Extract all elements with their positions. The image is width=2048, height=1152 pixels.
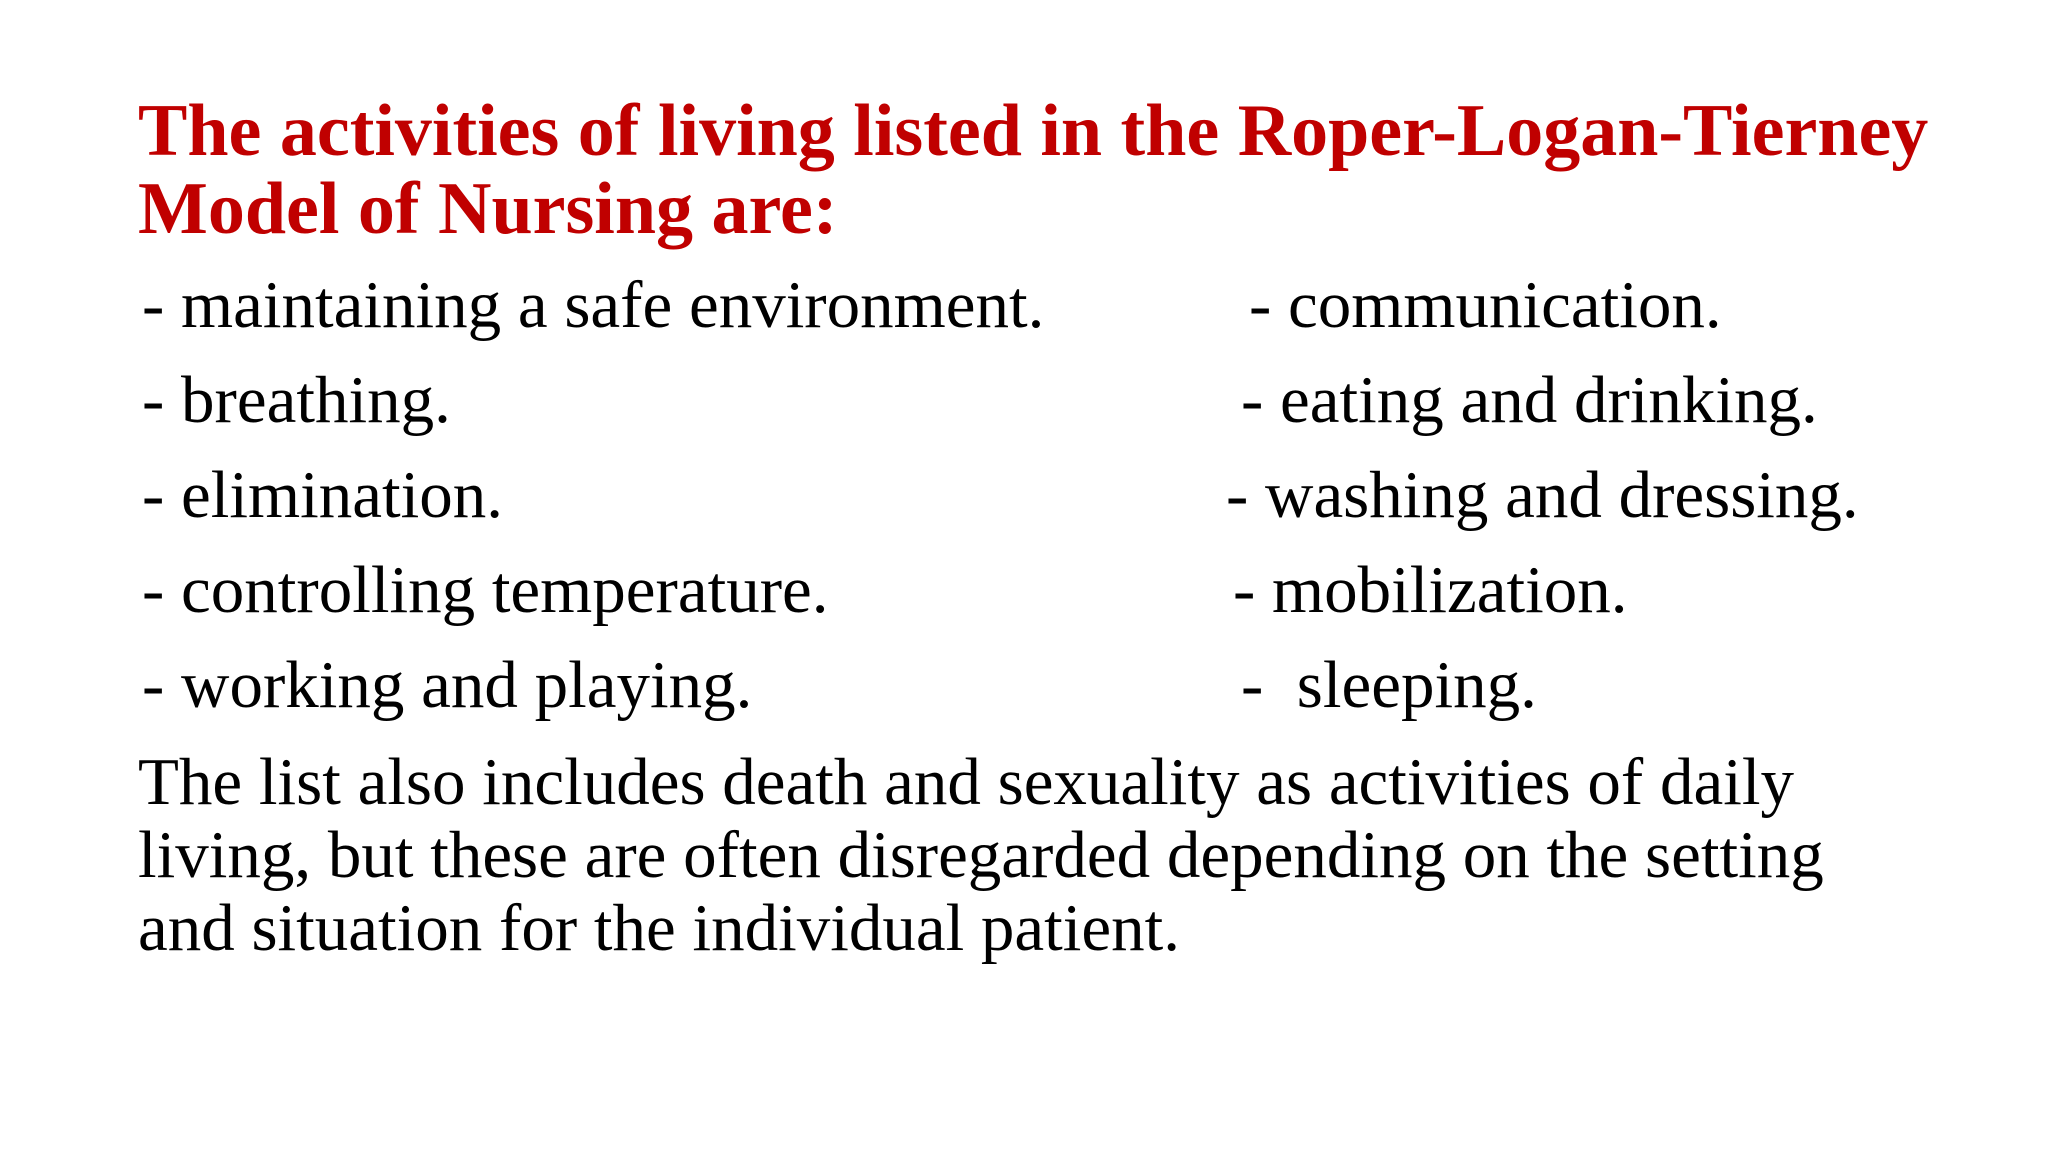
list-item-right-1: - communication. xyxy=(1249,268,1722,342)
list-item-left-4: - controlling temperature. xyxy=(142,553,829,627)
list-item-left-1: - maintaining a safe environment. xyxy=(142,268,1045,342)
list-item-right-2: - eating and drinking. xyxy=(1241,363,1818,437)
list-item-right-5: - sleeping. xyxy=(1241,648,1537,722)
list-item-right-3: - washing and dressing. xyxy=(1226,458,1859,532)
list-item-left-3: - elimination. xyxy=(142,458,503,532)
closing-paragraph: The list also includes death and sexuality as activities of daily living, but these are often disregarded depending on the setting and situation for the individual patient. xyxy=(138,745,1824,965)
slide-heading: The activities of living listed in the Roper-Logan-Tierney Model of Nursing are: xyxy=(138,90,1929,250)
list-item-left-2: - breathing. xyxy=(142,363,451,437)
list-item-left-5: - working and playing. xyxy=(142,648,753,722)
list-item-right-4: - mobilization. xyxy=(1233,553,1628,627)
